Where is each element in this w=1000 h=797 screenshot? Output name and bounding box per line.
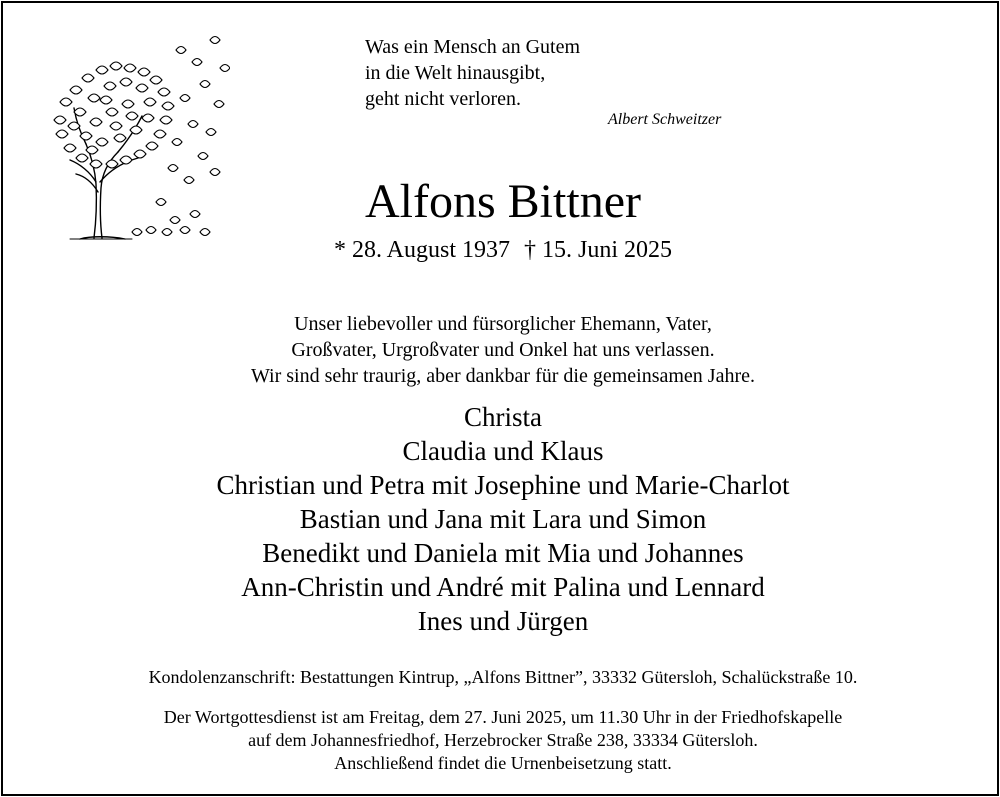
farewell-message xyxy=(0,311,1000,389)
quote-line: geht nicht verloren. xyxy=(365,88,522,110)
mourners-list xyxy=(0,400,1000,638)
quote-author: Albert Schweitzer xyxy=(608,111,722,128)
service-line: Der Wortgottesdienst ist am Freitag, dem 27. Juni 2025, um 11.30 Uhr in der Friedhofskapelle xyxy=(163,707,843,727)
mourner-line: Ines und Jürgen xyxy=(417,606,589,636)
quote xyxy=(365,34,580,112)
service-info xyxy=(0,706,1000,775)
message-line: Wir sind sehr traurig, aber dankbar für die gemeinsamen Jahre. xyxy=(250,365,755,387)
service-line: auf dem Johannesfriedhof, Herzebrocker Straße 238, 33334 Gütersloh. xyxy=(248,730,758,750)
mourner-line: Christa xyxy=(464,402,542,432)
service-line: Anschließend findet die Urnenbeisetzung statt. xyxy=(334,753,672,773)
deceased-name: Alfons Bittner xyxy=(365,175,641,228)
message-line: Großvater, Urgroßvater und Onkel hat uns verlassen. xyxy=(291,339,715,361)
birth-date: * 28. August 1937 xyxy=(333,237,510,263)
message-line: Unser liebevoller und fürsorglicher Ehemann, Vater, xyxy=(294,313,712,335)
mourner-line: Claudia und Klaus xyxy=(402,436,604,466)
life-dates xyxy=(0,234,1000,266)
mourner-line: Benedikt und Daniela mit Mia und Johannes xyxy=(262,538,744,568)
mourner-line: Christian und Petra mit Josephine und Marie-Charlot xyxy=(216,470,790,500)
condolence-address: Kondolenzanschrift: Bestattungen Kintrup, „Alfons Bittner”, 33332 Gütersloh, Schalückstraße 10. xyxy=(148,667,858,687)
quote-line: in die Welt hinausgibt, xyxy=(365,62,546,84)
quote-line: Was ein Mensch an Gutem xyxy=(365,36,580,58)
death-date: † 15. Juni 2025 xyxy=(524,237,673,263)
mourner-line: Ann-Christin und André mit Palina und Lennard xyxy=(241,572,765,602)
mourner-line: Bastian und Jana mit Lara und Simon xyxy=(299,504,707,534)
